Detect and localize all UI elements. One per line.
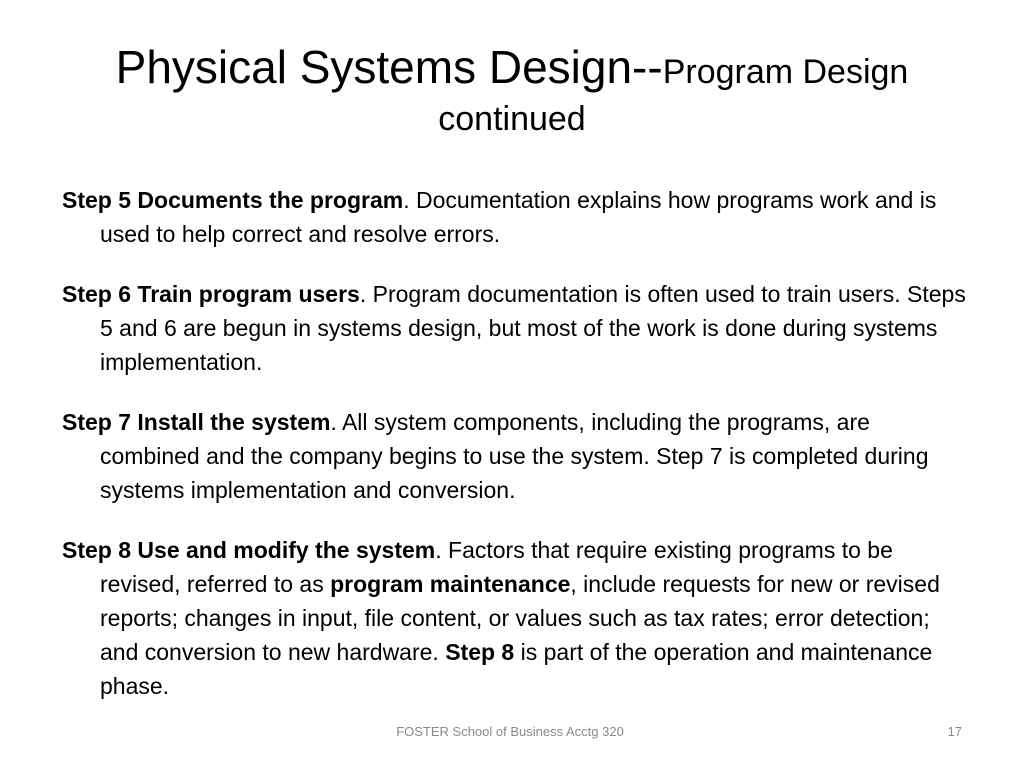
step-6-heading: Step 6 Train program users xyxy=(62,281,360,307)
page-number: 17 xyxy=(947,724,962,739)
step-8-reference: Step 8 xyxy=(445,639,515,665)
slide-title xyxy=(40,40,984,140)
step-8-text-1: . Factors that require existing programs to be revised, referred to as xyxy=(100,537,893,597)
step-5-heading: Step 5 Documents the program xyxy=(62,187,404,213)
title-main: Physical Systems Design-- xyxy=(115,41,663,93)
step-8-text-2: , include requests for new or revised reports; changes in input, file content, or values such as tax rates; error detection; and conversion to new hardware. xyxy=(100,571,940,665)
title-sub: Program Design xyxy=(662,53,909,91)
step-6-text: . Program documentation is often used to train users. Steps 5 and 6 are begun in systems design, but most of the work is done during systems implementation. xyxy=(100,281,966,375)
program-maintenance-term: program maintenance xyxy=(330,571,571,597)
step-5-paragraph xyxy=(62,183,972,251)
step-7-paragraph xyxy=(62,405,972,507)
step-8-paragraph xyxy=(62,533,972,703)
footer-text: FOSTER School of Business Acctg 320 xyxy=(396,724,624,739)
step-6-paragraph xyxy=(62,277,972,379)
step-7-text: . All system components, including the programs, are combined and the company begins to use the system. Step 7 is completed during systems implementation and conversion. xyxy=(100,409,929,503)
step-7-heading: Step 7 Install the system xyxy=(62,409,331,435)
slide-body xyxy=(62,183,972,729)
step-8-heading: Step 8 Use and modify the system xyxy=(62,537,436,563)
step-8-text-3: is part of the operation and maintenance phase. xyxy=(100,639,933,699)
step-5-text: . Documentation explains how programs work and is used to help correct and resolve errors. xyxy=(100,187,937,247)
title-continued: continued xyxy=(438,100,586,139)
